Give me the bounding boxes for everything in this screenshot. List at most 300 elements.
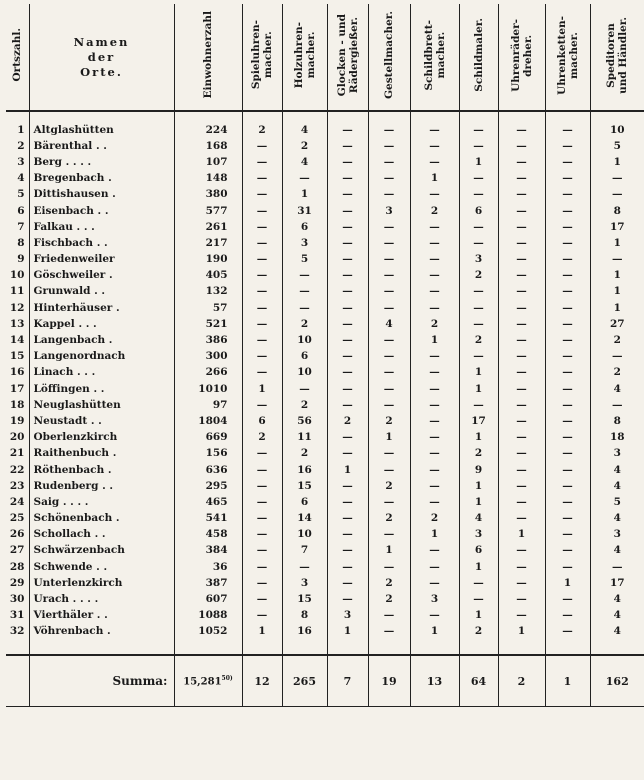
trade-count: — bbox=[545, 543, 590, 559]
trade-count: — bbox=[498, 575, 545, 591]
trade-count: — bbox=[410, 559, 459, 575]
trade-count: — bbox=[410, 446, 459, 462]
trade-count: — bbox=[368, 559, 410, 575]
trade-count: 6 bbox=[242, 413, 282, 429]
trade-count: 4 bbox=[459, 511, 498, 527]
trade-count: 4 bbox=[590, 591, 644, 607]
trade-count: 4 bbox=[282, 122, 327, 138]
trade-count: 3 bbox=[282, 575, 327, 591]
trade-count: — bbox=[327, 591, 368, 607]
trade-count: — bbox=[368, 219, 410, 235]
trade-count: — bbox=[459, 187, 498, 203]
summary-value: 12 bbox=[242, 655, 282, 707]
row-number: 31 bbox=[9, 609, 25, 622]
trade-count: — bbox=[459, 284, 498, 300]
population-value: 405 bbox=[174, 268, 242, 284]
trade-count: — bbox=[498, 397, 545, 413]
table-row bbox=[6, 316, 644, 332]
trade-count: — bbox=[368, 300, 410, 316]
trade-count: — bbox=[368, 446, 410, 462]
table-row bbox=[6, 446, 644, 462]
trade-count: — bbox=[410, 575, 459, 591]
trade-count: 3 bbox=[590, 446, 644, 462]
population-value: 1052 bbox=[174, 624, 242, 640]
population-value: 57 bbox=[174, 300, 242, 316]
row-number: 14 bbox=[9, 334, 25, 347]
trade-count: 1 bbox=[327, 624, 368, 640]
place-name: Falkau . . . bbox=[29, 219, 174, 235]
summary-value: 1 bbox=[545, 655, 590, 707]
trade-count: — bbox=[545, 171, 590, 187]
trade-count: — bbox=[368, 122, 410, 138]
trade-count: — bbox=[498, 559, 545, 575]
summary-value: 162 bbox=[590, 655, 644, 707]
trade-count: 2 bbox=[410, 511, 459, 527]
trade-count: 8 bbox=[590, 413, 644, 429]
population-value: 36 bbox=[174, 559, 242, 575]
trade-count: — bbox=[498, 138, 545, 154]
trade-count: 10 bbox=[590, 122, 644, 138]
trade-count: 17 bbox=[590, 219, 644, 235]
trade-count: 1 bbox=[498, 624, 545, 640]
trade-count: — bbox=[410, 154, 459, 170]
row-number: 22 bbox=[9, 463, 25, 476]
place-name: Schwärzenbach bbox=[29, 543, 174, 559]
trade-count: — bbox=[327, 252, 368, 268]
table-row bbox=[6, 413, 644, 429]
row-number: 8 bbox=[17, 236, 25, 249]
trade-count: — bbox=[545, 316, 590, 332]
trade-count: — bbox=[498, 349, 545, 365]
trade-count: — bbox=[545, 397, 590, 413]
table-row bbox=[6, 559, 644, 575]
trade-count: 3 bbox=[410, 591, 459, 607]
trade-count: 2 bbox=[410, 203, 459, 219]
trade-count: — bbox=[459, 138, 498, 154]
trade-count: — bbox=[242, 138, 282, 154]
trade-count: — bbox=[242, 203, 282, 219]
trade-count: 2 bbox=[368, 591, 410, 607]
trade-count: — bbox=[242, 332, 282, 348]
trade-count: 4 bbox=[590, 624, 644, 640]
header-trade: Uhrenketten- macher. bbox=[545, 4, 590, 111]
trade-count: — bbox=[459, 349, 498, 365]
trade-count: — bbox=[545, 494, 590, 510]
trade-count: — bbox=[327, 138, 368, 154]
trade-count: 3 bbox=[368, 203, 410, 219]
trade-count: — bbox=[545, 203, 590, 219]
trade-count: 17 bbox=[459, 413, 498, 429]
place-name: Vierthäler . . bbox=[29, 608, 174, 624]
trade-count: 2 bbox=[459, 268, 498, 284]
trade-count: — bbox=[545, 365, 590, 381]
trade-count: — bbox=[545, 349, 590, 365]
trade-count: 1 bbox=[368, 543, 410, 559]
trade-count: — bbox=[242, 608, 282, 624]
trade-count: — bbox=[545, 235, 590, 251]
trade-count: — bbox=[545, 381, 590, 397]
row-number: 11 bbox=[9, 285, 25, 298]
trade-count: — bbox=[327, 543, 368, 559]
row-number: 12 bbox=[9, 301, 25, 314]
trade-count: 2 bbox=[368, 413, 410, 429]
place-name: Langenordnach bbox=[29, 349, 174, 365]
population-value: 132 bbox=[174, 284, 242, 300]
trade-count: — bbox=[545, 446, 590, 462]
row-number: 28 bbox=[9, 560, 25, 573]
place-name: Kappel . . . bbox=[29, 316, 174, 332]
trade-count: 1 bbox=[545, 575, 590, 591]
trade-count: 1 bbox=[590, 284, 644, 300]
trade-count: — bbox=[498, 219, 545, 235]
trade-count: — bbox=[242, 527, 282, 543]
trade-count: — bbox=[545, 252, 590, 268]
table-body bbox=[6, 122, 644, 640]
trade-count: — bbox=[327, 171, 368, 187]
trade-count: — bbox=[545, 300, 590, 316]
trade-count: — bbox=[459, 316, 498, 332]
trade-count: 1 bbox=[498, 527, 545, 543]
trade-count: — bbox=[327, 365, 368, 381]
row-number: 21 bbox=[9, 447, 25, 460]
trade-count: — bbox=[545, 284, 590, 300]
summary-value: 7 bbox=[327, 655, 368, 707]
header-trade: Schildbrett- macher. bbox=[410, 4, 459, 111]
trade-count: — bbox=[368, 397, 410, 413]
row-number: 7 bbox=[17, 220, 25, 233]
trade-count: 8 bbox=[590, 203, 644, 219]
place-name: Neustadt . . bbox=[29, 413, 174, 429]
trade-count: — bbox=[498, 235, 545, 251]
summary-label: Summa: bbox=[29, 655, 174, 707]
trade-count: 2 bbox=[590, 365, 644, 381]
trade-count: — bbox=[327, 397, 368, 413]
trade-count: 14 bbox=[282, 511, 327, 527]
table-row bbox=[6, 300, 644, 316]
trade-count: — bbox=[327, 575, 368, 591]
trade-count: — bbox=[498, 284, 545, 300]
place-name: Neuglashütten bbox=[29, 397, 174, 413]
population-value: 266 bbox=[174, 365, 242, 381]
trade-count: 18 bbox=[590, 430, 644, 446]
trade-count: 1 bbox=[459, 365, 498, 381]
place-name: Schollach . . bbox=[29, 527, 174, 543]
row-number: 4 bbox=[17, 172, 25, 185]
trade-count: — bbox=[327, 332, 368, 348]
population-value: 295 bbox=[174, 478, 242, 494]
population-value: 387 bbox=[174, 575, 242, 591]
table-row bbox=[6, 122, 644, 138]
trade-count: — bbox=[545, 138, 590, 154]
trade-count: 6 bbox=[282, 219, 327, 235]
population-value: 300 bbox=[174, 349, 242, 365]
trade-count: — bbox=[545, 332, 590, 348]
trade-count: 1 bbox=[410, 171, 459, 187]
row-number: 26 bbox=[9, 528, 25, 541]
trade-count: 7 bbox=[282, 543, 327, 559]
row-number: 10 bbox=[9, 269, 25, 282]
trade-count: — bbox=[498, 511, 545, 527]
trade-count: — bbox=[410, 462, 459, 478]
table-row bbox=[6, 252, 644, 268]
place-name: Oberlenzkirch bbox=[29, 430, 174, 446]
row-number: 13 bbox=[9, 317, 25, 330]
trade-count: — bbox=[410, 349, 459, 365]
statistics-table-page bbox=[6, 4, 630, 776]
trade-count: — bbox=[410, 430, 459, 446]
trade-count: — bbox=[498, 332, 545, 348]
trade-count: 1 bbox=[242, 624, 282, 640]
trade-count: 3 bbox=[282, 235, 327, 251]
trade-count: 2 bbox=[242, 430, 282, 446]
trade-count: — bbox=[327, 349, 368, 365]
trade-count: 4 bbox=[590, 608, 644, 624]
trade-count: — bbox=[368, 349, 410, 365]
table-row bbox=[6, 349, 644, 365]
trade-count: — bbox=[410, 235, 459, 251]
trade-count: — bbox=[545, 624, 590, 640]
trade-count: 1 bbox=[590, 235, 644, 251]
header-number: Ortszahl. bbox=[6, 4, 29, 111]
trade-count: 17 bbox=[590, 575, 644, 591]
place-name: Fischbach . . bbox=[29, 235, 174, 251]
row-number: 24 bbox=[9, 495, 25, 508]
trade-count: 6 bbox=[282, 494, 327, 510]
trade-count: — bbox=[498, 591, 545, 607]
trade-count: — bbox=[327, 559, 368, 575]
trade-count: — bbox=[282, 268, 327, 284]
trade-count: — bbox=[545, 430, 590, 446]
trade-count: 2 bbox=[368, 478, 410, 494]
trade-count: 2 bbox=[368, 575, 410, 591]
table-row bbox=[6, 332, 644, 348]
trade-count: — bbox=[545, 154, 590, 170]
trade-count: — bbox=[242, 478, 282, 494]
trade-count: — bbox=[410, 413, 459, 429]
table-row bbox=[6, 365, 644, 381]
trade-count: 1 bbox=[410, 624, 459, 640]
place-name: Raithenbuch . bbox=[29, 446, 174, 462]
trade-count: — bbox=[498, 187, 545, 203]
trade-count: — bbox=[545, 511, 590, 527]
trade-count: 4 bbox=[590, 381, 644, 397]
trade-count: 2 bbox=[282, 138, 327, 154]
place-name: Altglashütten bbox=[29, 122, 174, 138]
table-row bbox=[6, 575, 644, 591]
trade-count: — bbox=[498, 203, 545, 219]
trade-count: 3 bbox=[459, 527, 498, 543]
place-name: Bregenbach . bbox=[29, 171, 174, 187]
trade-count: 9 bbox=[459, 462, 498, 478]
header-trade: Spieluhren- macher. bbox=[242, 4, 282, 111]
trade-count: — bbox=[498, 608, 545, 624]
place-name: Urach . . . . bbox=[29, 591, 174, 607]
table-row bbox=[6, 187, 644, 203]
trade-count: — bbox=[410, 494, 459, 510]
trade-count: — bbox=[459, 122, 498, 138]
trade-count: — bbox=[590, 559, 644, 575]
trade-count: — bbox=[368, 381, 410, 397]
trade-count: — bbox=[545, 187, 590, 203]
trade-count: — bbox=[282, 284, 327, 300]
trade-count: — bbox=[368, 462, 410, 478]
header-trade: Gestellmacher. bbox=[368, 4, 410, 111]
population-value: 386 bbox=[174, 332, 242, 348]
trade-count: — bbox=[410, 284, 459, 300]
trade-count: — bbox=[545, 591, 590, 607]
trade-count: 1 bbox=[410, 332, 459, 348]
trade-count: — bbox=[368, 527, 410, 543]
trade-count: — bbox=[368, 187, 410, 203]
trade-count: — bbox=[410, 138, 459, 154]
trade-count: — bbox=[498, 462, 545, 478]
trade-count: — bbox=[368, 494, 410, 510]
trade-count: — bbox=[242, 397, 282, 413]
trade-count: 2 bbox=[327, 413, 368, 429]
trade-count: — bbox=[282, 300, 327, 316]
summary-value: 64 bbox=[459, 655, 498, 707]
population-value: 521 bbox=[174, 316, 242, 332]
trade-count: 1 bbox=[459, 608, 498, 624]
population-value: 384 bbox=[174, 543, 242, 559]
table-row bbox=[6, 430, 644, 446]
trade-count: — bbox=[545, 413, 590, 429]
trade-count: — bbox=[368, 332, 410, 348]
trade-count: — bbox=[327, 268, 368, 284]
trade-count: — bbox=[545, 219, 590, 235]
trade-count: 15 bbox=[282, 591, 327, 607]
header-trade: Speditoren und Händler. bbox=[590, 4, 644, 111]
trade-count: — bbox=[327, 300, 368, 316]
trade-count: — bbox=[242, 187, 282, 203]
clockmaker-statistics-table bbox=[6, 4, 644, 707]
trade-count: 2 bbox=[242, 122, 282, 138]
trade-count: — bbox=[327, 494, 368, 510]
trade-count: — bbox=[498, 122, 545, 138]
population-value: 261 bbox=[174, 219, 242, 235]
trade-count: — bbox=[498, 365, 545, 381]
table-row bbox=[6, 511, 644, 527]
trade-count: 8 bbox=[282, 608, 327, 624]
population-value: 458 bbox=[174, 527, 242, 543]
population-value: 97 bbox=[174, 397, 242, 413]
trade-count: — bbox=[327, 511, 368, 527]
trade-count: — bbox=[410, 365, 459, 381]
population-value: 577 bbox=[174, 203, 242, 219]
trade-count: 11 bbox=[282, 430, 327, 446]
trade-count: — bbox=[410, 543, 459, 559]
trade-count: — bbox=[410, 219, 459, 235]
trade-count: — bbox=[498, 446, 545, 462]
table-row bbox=[6, 219, 644, 235]
trade-count: 2 bbox=[282, 397, 327, 413]
trade-count: — bbox=[590, 252, 644, 268]
trade-count: 16 bbox=[282, 462, 327, 478]
row-number: 17 bbox=[9, 382, 25, 395]
trade-count: — bbox=[327, 203, 368, 219]
table-row bbox=[6, 268, 644, 284]
trade-count: — bbox=[282, 171, 327, 187]
trade-count: 3 bbox=[590, 527, 644, 543]
trade-count: 10 bbox=[282, 365, 327, 381]
trade-count: — bbox=[327, 154, 368, 170]
trade-count: — bbox=[327, 219, 368, 235]
trade-count: — bbox=[459, 591, 498, 607]
place-name: Röthenbach . bbox=[29, 462, 174, 478]
population-value: 380 bbox=[174, 187, 242, 203]
trade-count: — bbox=[368, 154, 410, 170]
table-row bbox=[6, 543, 644, 559]
trade-count: — bbox=[242, 462, 282, 478]
population-value: 224 bbox=[174, 122, 242, 138]
trade-count: 2 bbox=[282, 316, 327, 332]
population-value: 168 bbox=[174, 138, 242, 154]
trade-count: — bbox=[242, 235, 282, 251]
trade-count: — bbox=[368, 608, 410, 624]
trade-count: — bbox=[498, 154, 545, 170]
place-name: Löffingen . . bbox=[29, 381, 174, 397]
trade-count: — bbox=[368, 284, 410, 300]
trade-count: — bbox=[459, 575, 498, 591]
table-row bbox=[6, 397, 644, 413]
trade-count: — bbox=[242, 365, 282, 381]
trade-count: 2 bbox=[410, 316, 459, 332]
trade-count: 2 bbox=[282, 446, 327, 462]
place-name: Berg . . . . bbox=[29, 154, 174, 170]
table-row bbox=[6, 154, 644, 170]
trade-count: — bbox=[545, 462, 590, 478]
trade-count: 6 bbox=[282, 349, 327, 365]
trade-count: — bbox=[242, 349, 282, 365]
row-number: 18 bbox=[9, 398, 25, 411]
trade-count: 2 bbox=[590, 332, 644, 348]
table-row bbox=[6, 235, 644, 251]
trade-count: 1 bbox=[282, 187, 327, 203]
trade-count: 6 bbox=[459, 203, 498, 219]
trade-count: — bbox=[498, 494, 545, 510]
place-name: Göschweiler . bbox=[29, 268, 174, 284]
trade-count: 10 bbox=[282, 527, 327, 543]
place-name: Dittishausen . bbox=[29, 187, 174, 203]
row-number: 23 bbox=[9, 479, 25, 492]
place-name: Langenbach . bbox=[29, 332, 174, 348]
trade-count: 3 bbox=[327, 608, 368, 624]
trade-count: 2 bbox=[459, 332, 498, 348]
trade-count: — bbox=[242, 316, 282, 332]
row-number: 5 bbox=[17, 188, 25, 201]
trade-count: — bbox=[242, 559, 282, 575]
trade-count: 1 bbox=[410, 527, 459, 543]
population-value: 148 bbox=[174, 171, 242, 187]
place-name: Grunwald . . bbox=[29, 284, 174, 300]
header-trade: Holzuhren- macher. bbox=[282, 4, 327, 111]
table-row bbox=[6, 494, 644, 510]
row-number: 25 bbox=[9, 512, 25, 525]
place-name: Bärenthal . . bbox=[29, 138, 174, 154]
trade-count: 4 bbox=[590, 478, 644, 494]
population-value: 1804 bbox=[174, 413, 242, 429]
row-number: 27 bbox=[9, 544, 25, 557]
row-number: 32 bbox=[9, 625, 25, 638]
trade-count: — bbox=[545, 122, 590, 138]
trade-count: — bbox=[368, 624, 410, 640]
trade-count: — bbox=[368, 138, 410, 154]
trade-count: — bbox=[545, 527, 590, 543]
trade-count: — bbox=[242, 154, 282, 170]
summary-value: 265 bbox=[282, 655, 327, 707]
place-name: Unterlenzkirch bbox=[29, 575, 174, 591]
trade-count: — bbox=[242, 219, 282, 235]
